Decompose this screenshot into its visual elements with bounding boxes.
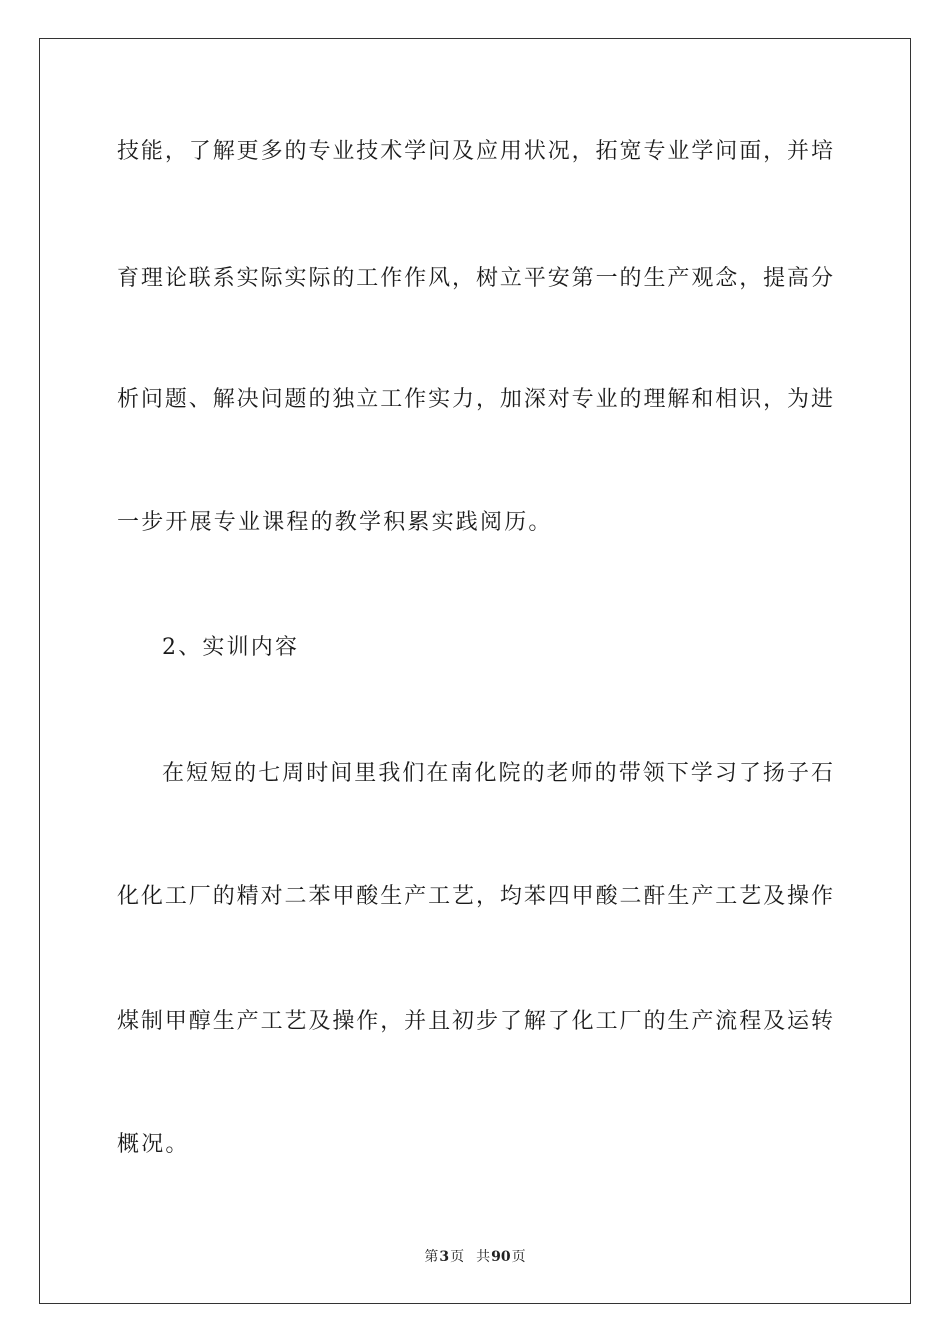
page-footer [0,1248,950,1266]
paragraph-line: 一步开展专业课程的教学积累实践阅历。 [117,510,553,535]
paragraph-line: 在短短的七周时间里我们在南化院的老师的带领下学习了扬子石 [162,761,833,786]
footer-total-suffix: 页 [511,1249,526,1265]
current-page-number: 3 [439,1249,450,1265]
paragraph-line: 化化工厂的精对二苯甲酸生产工艺，均苯四甲酸二酐生产工艺及操作 [117,884,833,909]
paragraph-line: 技能，了解更多的专业技术学问及应用状况，拓宽专业学问面，并培 [117,139,833,164]
paragraph-line: 析问题、解决问题的独立工作实力，加深对专业的理解和相识，为进 [117,387,833,412]
paragraph-line: 育理论联系实际实际的工作作风，树立平安第一的生产观念，提高分 [117,266,833,291]
footer-page-word: 页 [450,1249,465,1265]
total-page-number: 90 [491,1249,511,1265]
page-border [39,38,911,1304]
footer-prefix: 第 [424,1249,439,1265]
paragraph-line: 煤制甲醇生产工艺及操作，并且初步了解了化工厂的生产流程及运转 [117,1009,833,1034]
paragraph-line: 概况。 [117,1132,190,1157]
section-heading: 2、实训内容 [162,635,300,660]
footer-total-prefix: 共 [476,1249,491,1265]
